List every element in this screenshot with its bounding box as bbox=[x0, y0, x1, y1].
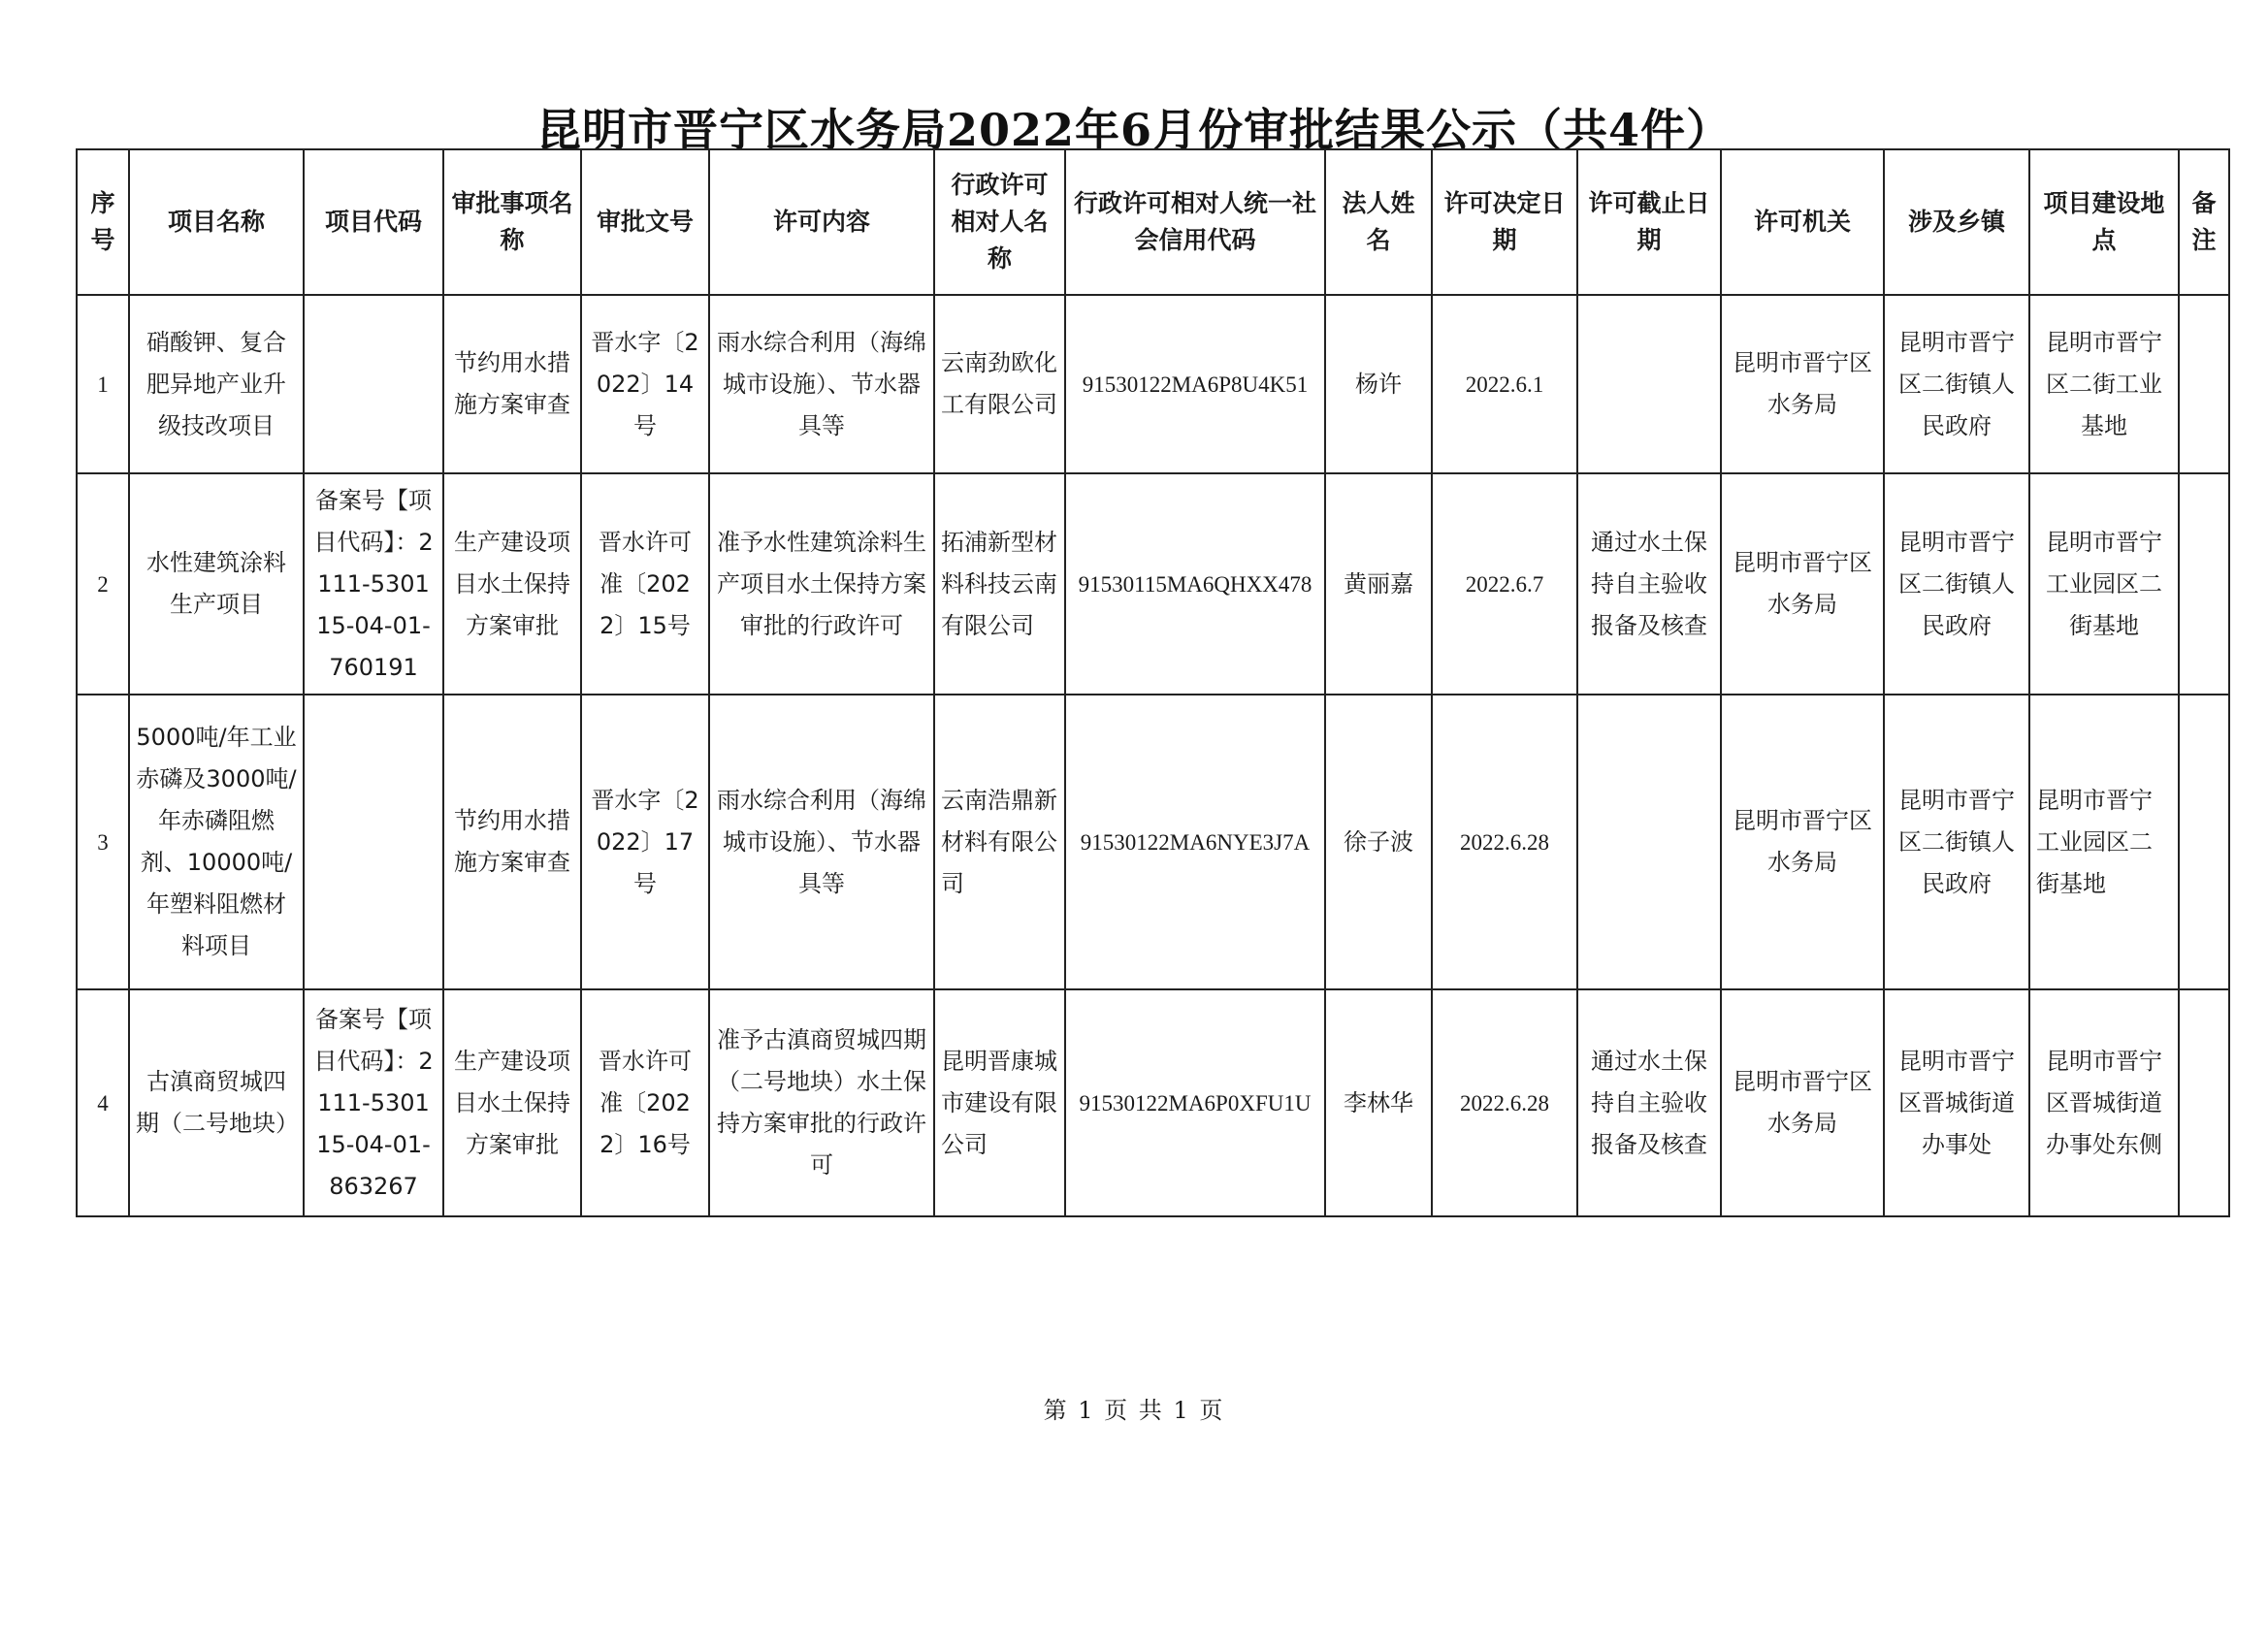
cell-project-name: 水性建筑涂料生产项目 bbox=[129, 473, 304, 695]
table-row bbox=[77, 989, 2229, 1216]
table-header-row bbox=[77, 149, 2229, 295]
cell-township: 昆明市晋宁区晋城街道办事处 bbox=[1884, 989, 2029, 1216]
cell-expiry-date bbox=[1577, 295, 1721, 473]
cell-remarks bbox=[2179, 989, 2229, 1216]
cell-legal-person: 李林华 bbox=[1325, 989, 1432, 1216]
cell-expiry-date bbox=[1577, 695, 1721, 989]
cell-project-name: 古滇商贸城四期（二号地块） bbox=[129, 989, 304, 1216]
header-cell-index: 序号 bbox=[77, 149, 129, 295]
cell-permit-content: 准予水性建筑涂料生产项目水土保持方案审批的行政许可 bbox=[709, 473, 934, 695]
cell-township: 昆明市晋宁区二街镇人民政府 bbox=[1884, 295, 2029, 473]
cell-legal-person: 杨许 bbox=[1325, 295, 1432, 473]
header-cell-document-no: 审批文号 bbox=[581, 149, 709, 295]
table-row bbox=[77, 295, 2229, 473]
cell-project-name: 硝酸钾、复合肥异地产业升级技改项目 bbox=[129, 295, 304, 473]
cell-index: 3 bbox=[77, 695, 129, 989]
header-cell-credit-code: 行政许可相对人统一社会信用代码 bbox=[1065, 149, 1325, 295]
cell-permit-content: 雨水综合利用（海绵城市设施）、节水器具等 bbox=[709, 695, 934, 989]
table-row bbox=[77, 695, 2229, 989]
cell-authority: 昆明市晋宁区水务局 bbox=[1721, 989, 1884, 1216]
table-row bbox=[77, 473, 2229, 695]
cell-project-code bbox=[304, 695, 443, 989]
cell-expiry-date: 通过水土保持自主验收报备及核查 bbox=[1577, 473, 1721, 695]
cell-project-code bbox=[304, 295, 443, 473]
cell-authority: 昆明市晋宁区水务局 bbox=[1721, 695, 1884, 989]
approval-table bbox=[76, 148, 2230, 1217]
cell-decision-date: 2022.6.28 bbox=[1432, 989, 1577, 1216]
cell-legal-person: 徐子波 bbox=[1325, 695, 1432, 989]
cell-project-code: 备案号【项目代码】：2111-530115-04-01-760191 bbox=[304, 473, 443, 695]
cell-document-no: 晋水字〔2022〕17号 bbox=[581, 695, 709, 989]
header-cell-permit-content: 许可内容 bbox=[709, 149, 934, 295]
cell-authority: 昆明市晋宁区水务局 bbox=[1721, 295, 1884, 473]
header-cell-remarks: 备注 bbox=[2179, 149, 2229, 295]
document-title: 昆明市晋宁区水务局2022年6月份审批结果公示（共4件） bbox=[535, 104, 1733, 156]
cell-remarks bbox=[2179, 695, 2229, 989]
cell-permit-content: 准予古滇商贸城四期（二号地块）水土保持方案审批的行政许可 bbox=[709, 989, 934, 1216]
cell-credit-code: 91530122MA6P8U4K51 bbox=[1065, 295, 1325, 473]
header-cell-counterparty: 行政许可相对人名称 bbox=[934, 149, 1065, 295]
cell-remarks bbox=[2179, 473, 2229, 695]
cell-location: 昆明市晋宁工业园区二街基地 bbox=[2029, 473, 2179, 695]
cell-location: 昆明市晋宁区二街工业基地 bbox=[2029, 295, 2179, 473]
cell-township: 昆明市晋宁区二街镇人民政府 bbox=[1884, 695, 2029, 989]
cell-authority: 昆明市晋宁区水务局 bbox=[1721, 473, 1884, 695]
cell-credit-code: 91530122MA6P0XFU1U bbox=[1065, 989, 1325, 1216]
cell-township: 昆明市晋宁区二街镇人民政府 bbox=[1884, 473, 2029, 695]
cell-approval-item: 节约用水措施方案审查 bbox=[443, 695, 581, 989]
cell-counterparty: 云南浩鼎新材料有限公司 bbox=[934, 695, 1065, 989]
cell-location: 昆明市晋宁区晋城街道办事处东侧 bbox=[2029, 989, 2179, 1216]
cell-document-no: 晋水许可准〔2022〕16号 bbox=[581, 989, 709, 1216]
cell-counterparty: 拓浦新型材料科技云南有限公司 bbox=[934, 473, 1065, 695]
header-cell-expiry-date: 许可截止日期 bbox=[1577, 149, 1721, 295]
page-number: 第 1 页 共 1 页 bbox=[1043, 1397, 1225, 1424]
cell-decision-date: 2022.6.7 bbox=[1432, 473, 1577, 695]
cell-credit-code: 91530122MA6NYE3J7A bbox=[1065, 695, 1325, 989]
cell-approval-item: 生产建设项目水土保持方案审批 bbox=[443, 473, 581, 695]
cell-remarks bbox=[2179, 295, 2229, 473]
header-cell-township: 涉及乡镇 bbox=[1884, 149, 2029, 295]
cell-document-no: 晋水字〔2022〕14号 bbox=[581, 295, 709, 473]
header-cell-decision-date: 许可决定日期 bbox=[1432, 149, 1577, 295]
cell-index: 4 bbox=[77, 989, 129, 1216]
header-cell-legal-person: 法人姓名 bbox=[1325, 149, 1432, 295]
cell-decision-date: 2022.6.1 bbox=[1432, 295, 1577, 473]
header-cell-location: 项目建设地点 bbox=[2029, 149, 2179, 295]
cell-location: 昆明市晋宁工业园区二街基地 bbox=[2029, 695, 2179, 989]
header-cell-approval-item: 审批事项名称 bbox=[443, 149, 581, 295]
cell-approval-item: 生产建设项目水土保持方案审批 bbox=[443, 989, 581, 1216]
cell-document-no: 晋水许可准〔2022〕15号 bbox=[581, 473, 709, 695]
header-cell-project-name: 项目名称 bbox=[129, 149, 304, 295]
cell-permit-content: 雨水综合利用（海绵城市设施）、节水器具等 bbox=[709, 295, 934, 473]
cell-approval-item: 节约用水措施方案审查 bbox=[443, 295, 581, 473]
cell-project-name: 5000吨/年工业赤磷及3000吨/年赤磷阻燃剂、10000吨/年塑料阻燃材料项目 bbox=[129, 695, 304, 989]
cell-index: 2 bbox=[77, 473, 129, 695]
cell-legal-person: 黄丽嘉 bbox=[1325, 473, 1432, 695]
cell-counterparty: 云南劲欧化工有限公司 bbox=[934, 295, 1065, 473]
cell-credit-code: 91530115MA6QHXX478 bbox=[1065, 473, 1325, 695]
header-cell-authority: 许可机关 bbox=[1721, 149, 1884, 295]
cell-index: 1 bbox=[77, 295, 129, 473]
cell-counterparty: 昆明晋康城市建设有限公司 bbox=[934, 989, 1065, 1216]
cell-expiry-date: 通过水土保持自主验收报备及核查 bbox=[1577, 989, 1721, 1216]
header-cell-project-code: 项目代码 bbox=[304, 149, 443, 295]
cell-decision-date: 2022.6.28 bbox=[1432, 695, 1577, 989]
cell-project-code: 备案号【项目代码】：2111-530115-04-01-863267 bbox=[304, 989, 443, 1216]
